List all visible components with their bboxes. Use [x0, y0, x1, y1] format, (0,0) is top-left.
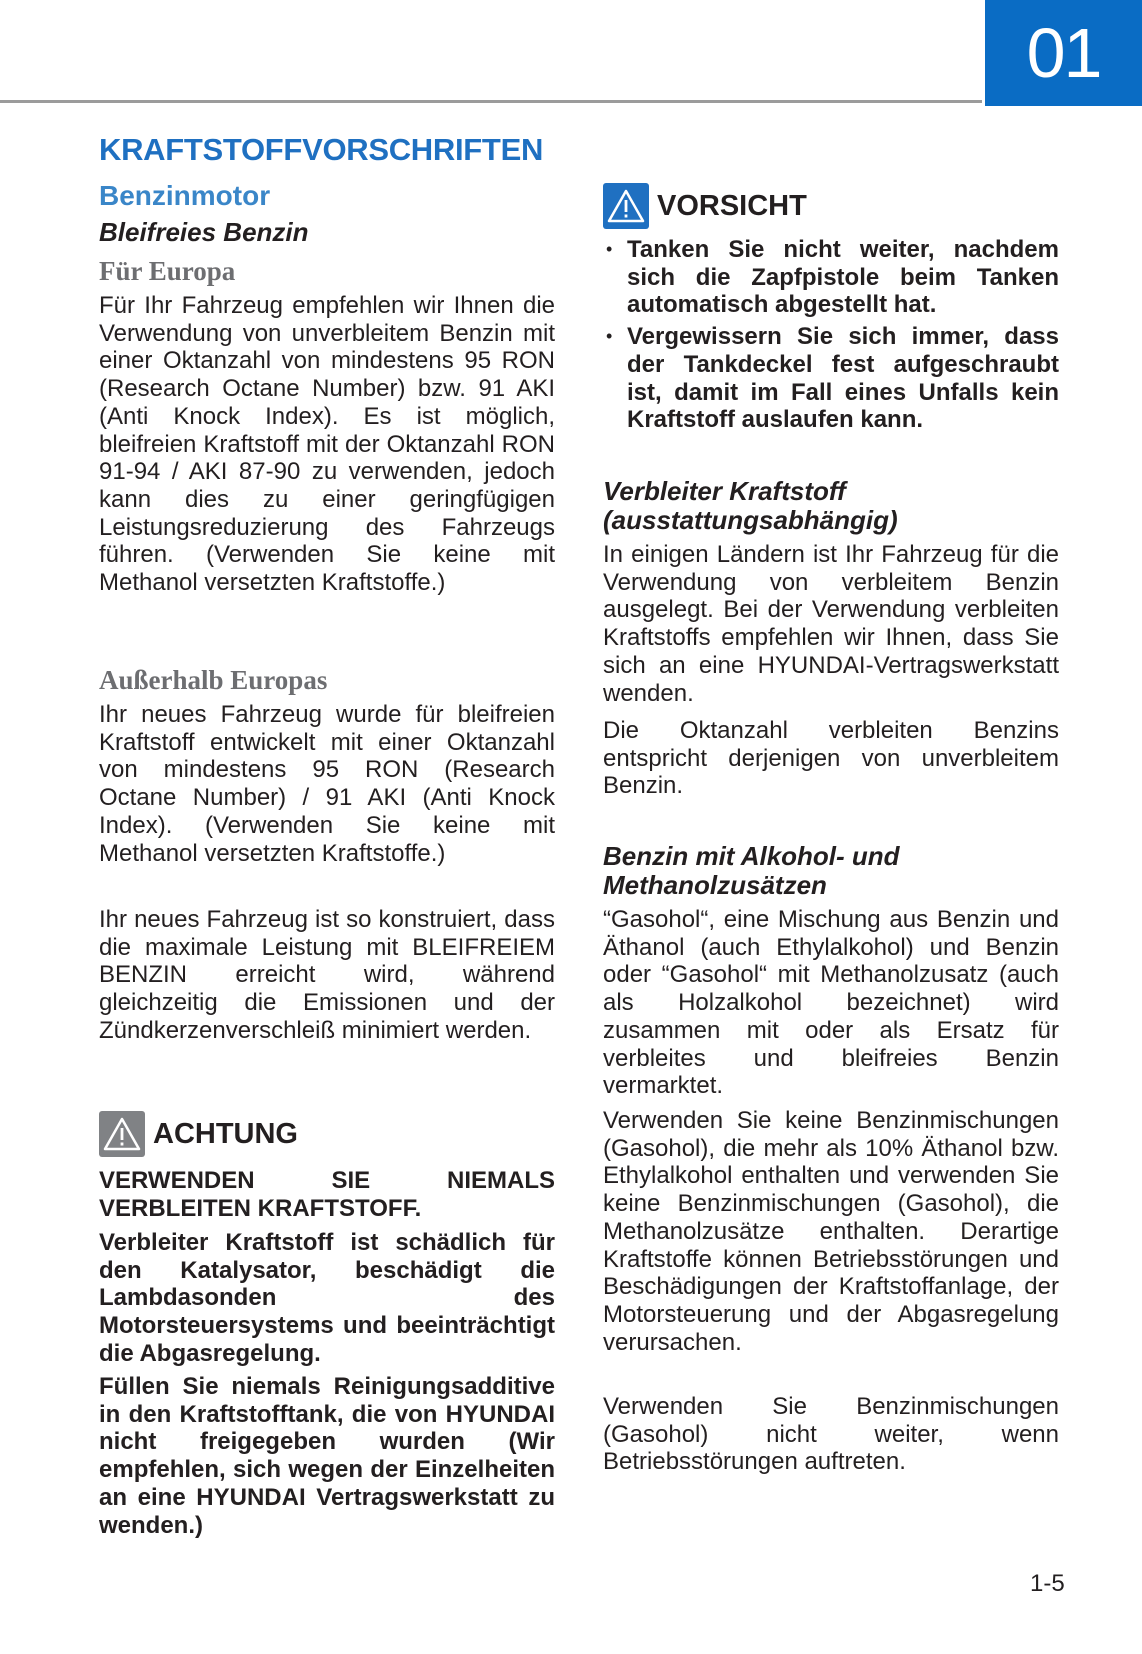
design-text: Ihr neues Fahrzeug ist so konstruiert, dass die maximale Leistung mit BLEIFREIEM BENZIN erreicht wird, während gleichzeitig die Emissionen und der Zündkerzenverschleiß minimiert werden.	[99, 906, 555, 1044]
caution-list	[603, 236, 1059, 438]
europe-heading: Für Europa	[99, 256, 236, 286]
caution-achtung-header	[99, 1111, 555, 1157]
header-rule	[0, 100, 982, 103]
section-heading: Benzinmotor	[99, 180, 271, 211]
page-number: 1-5	[1030, 1570, 1065, 1597]
warning-triangle-icon	[603, 183, 649, 229]
outside-europe-heading: Außerhalb Europas	[99, 665, 328, 695]
leaded-fuel-text: Die Oktanzahl verbleiten Benzins entspricht derjenigen von unverbleitem Benzin.	[603, 717, 1059, 800]
leaded-fuel-text: In einigen Ländern ist Ihr Fahrzeug für die Verwendung von verbleitem Benzin ausgelegt. Bei der Verwendung verbleiten Kraftstoffs empfehlen wir Ihnen, dass Sie sich an eine HYUNDAI-Vertragswerkstatt wenden.	[603, 541, 1059, 707]
caution-paragraph: Füllen Sie niemals Reinigungsadditive in den Kraftstofftank, die von HYUNDAI nicht freigegeben wurden (Wir empfehlen, sich wegen der Einzelheiten an eine HYUNDAI Vertragswerkstatt zu wenden.)	[99, 1373, 555, 1539]
caution-title: ACHTUNG	[153, 1117, 298, 1150]
list-item: • Tanken Sie nicht weiter, nachdem sich die Zapfpistole beim Tanken automatisch abgestellt hat.	[603, 236, 1059, 319]
alcohol-fuel-text: Verwenden Sie keine Benzinmischungen (Gasohol), die mehr als 10% Äthanol bzw. Ethylalkohol enthalten und verwenden Sie keine Benzinmischungen (Gasohol), die Methanolzusätze enthalten. Derartige Kraftstoffe können Betriebsstörungen und Beschädigungen der Kraftstoffanlage, der Motorsteuerung und der Abgasregelung verursachen.	[603, 1107, 1059, 1356]
subsection-heading: Bleifreies Benzin	[99, 217, 309, 247]
alcohol-fuel-text: Verwenden Sie Benzinmischungen (Gasohol) nicht weiter, wenn Betriebsstörungen auftreten.	[603, 1393, 1059, 1476]
europe-text: Für Ihr Fahrzeug empfehlen wir Ihnen die Verwendung von unverbleitem Benzin mit einer Oktanzahl von mindestens 95 RON (Research Octane Number) bzw. 91 AKI (Anti Knock Index). Es ist möglich, bleifreien Kraftstoff mit der Oktanzahl RON 91-94 / AKI 87-90 zu verwenden, jedoch kann dies zu einer geringfügigen Leistungsreduzierung des Fahrzeugs führen. (Verwenden Sie keine mit Methanol versetzten Kraftstoffe.)	[99, 292, 555, 597]
caution-title: VORSICHT	[657, 189, 807, 222]
leaded-fuel-heading: Verbleiter Kraftstoff (ausstattungsabhängig)	[603, 476, 898, 535]
alcohol-fuel-heading: Benzin mit Alkohol- und Methanolzusätzen	[603, 841, 900, 900]
caution-paragraph: Verbleiter Kraftstoff ist schädlich für den Katalysator, beschädigt die Lambdasonden des Motorsteuersystems und beeinträchtigt die Abgasregelung.	[99, 1229, 555, 1367]
chapter-tab: 01	[985, 0, 1142, 106]
alcohol-fuel-text: “Gasohol“, eine Mischung aus Benzin und Äthanol (auch Ethylalkohol) und Benzin oder “Gasohol“ mit Methanolzusatz (auch als Holzalkohol bezeichnet) wird zusammen mit oder als Ersatz für verbleites und bleifreies Benzin vermarktet.	[603, 906, 1059, 1100]
list-item: • Vergewissern Sie sich immer, dass der Tankdeckel fest aufgeschraubt ist, damit im Fall eines Unfalls kein Kraftstoff auslaufen kann.	[603, 323, 1059, 434]
page-title: KRAFTSTOFFVORSCHRIFTEN	[99, 132, 544, 167]
outside-europe-text: Ihr neues Fahrzeug wurde für bleifreien Kraftstoff entwickelt mit einer Oktanzahl von mindestens 95 RON (Research Octane Number) / 91 AKI (Anti Knock Index). (Verwenden Sie keine mit Methanol versetzten Kraftstoffe.)	[99, 701, 555, 867]
warning-triangle-icon	[99, 1111, 145, 1157]
caution-vorsicht-header	[603, 183, 1059, 229]
caution-headline: VERWENDEN SIE NIEMALS VERBLEITEN KRAFTSTOFF.	[99, 1167, 555, 1222]
